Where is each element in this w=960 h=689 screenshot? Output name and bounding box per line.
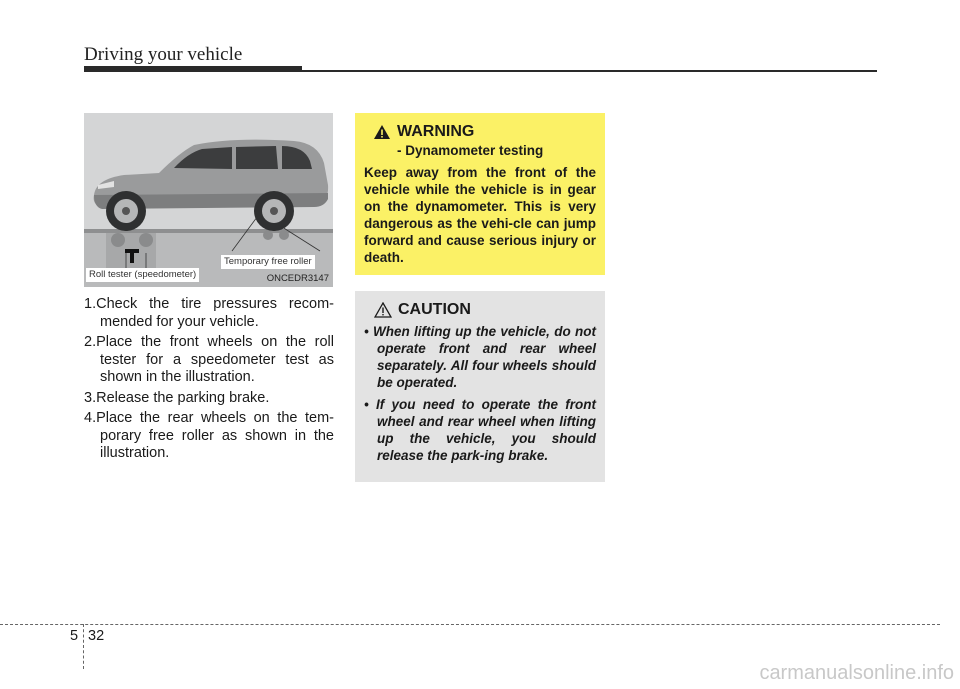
image-code: ONCEDR3147 [266, 273, 329, 284]
page-number: 32 [88, 628, 105, 644]
watermark: carmanualsonline.info [759, 662, 954, 684]
section-title: Driving your vehicle [84, 44, 243, 65]
caution-box [355, 291, 605, 482]
warning-box [355, 113, 605, 275]
temporary-roller-label: Temporary free roller [221, 255, 315, 269]
step-1: 1.Check the tire pressures recom-mended for your vehicle. [84, 296, 334, 330]
roll-tester-label: Roll tester (speedometer) [86, 268, 199, 282]
footer-divider [83, 624, 84, 669]
caution-title: CAUTION [398, 301, 471, 318]
step-2: 2.Place the front wheels on the roll tester for a speedometer test as shown in the illustration. [84, 334, 334, 385]
caution-header [374, 301, 596, 319]
caution-bullet-1: • When lifting up the vehicle, do not operate front and rear wheel separately. All four wheels should be operated. [364, 324, 596, 390]
warning-header [373, 123, 596, 141]
warning-subtitle: - Dynamometer testing [397, 143, 544, 158]
header-rule [302, 70, 877, 72]
caution-triangle-icon [374, 302, 392, 318]
warning-title: WARNING [397, 123, 475, 140]
dynamometer-illustration [84, 113, 333, 287]
warning-body: Keep away from the front of the vehicle while the vehicle is in gear on the dynamometer. This is very dangerous as the vehi-cle can jump forward and cause serious injury or death. [364, 165, 596, 265]
step-4: 4.Place the rear wheels on the tem-porary free roller as shown in the illustration. [84, 410, 334, 461]
caution-bullet-2: • If you need to operate the front wheel and rear wheel when lifting up the vehicle, you should release the park-ing brake. [364, 397, 596, 463]
footer-rule [0, 624, 940, 625]
procedure-steps [84, 296, 334, 466]
warning-triangle-icon [373, 124, 391, 140]
step-3: 3.Release the parking brake. [84, 389, 270, 406]
header-bar [84, 66, 302, 72]
chapter-number: 5 [70, 628, 79, 644]
